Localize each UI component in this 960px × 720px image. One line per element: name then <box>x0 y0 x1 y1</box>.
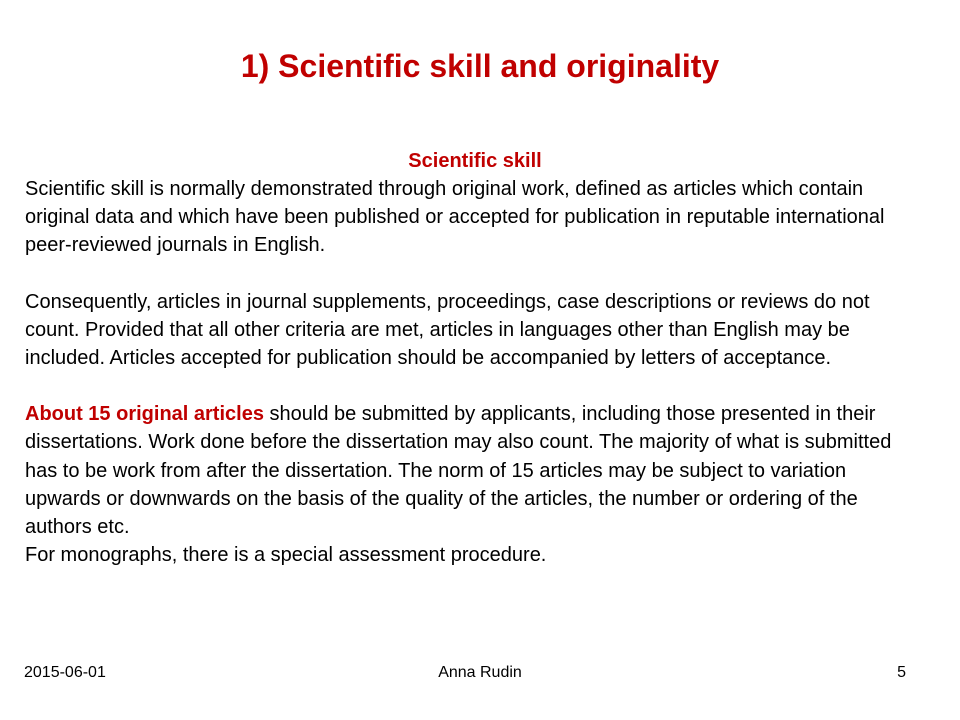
slide-body <box>25 147 925 569</box>
paragraph-monographs: For monographs, there is a special assessment procedure. <box>25 544 547 567</box>
article-count-emphasis: About 15 original articles <box>25 403 264 426</box>
slide-title: 1) Scientific skill and originality <box>240 48 720 84</box>
footer-date: 2015-06-01 <box>24 664 106 681</box>
paragraph-spacer <box>25 372 925 400</box>
paragraph-article-count <box>25 400 925 541</box>
section-subheading: Scientific skill <box>408 150 542 172</box>
paragraph-definition: Scientific skill is normally demonstrated through original work, defined as articles which contain original data and which have been published or accepted for publication in reputable international peer-reviewed journals in English. <box>25 178 885 257</box>
article-count-text: should be submitted by applicants, including those presented in their dissertations. Work done before the dissertation may also count. The majority of what is submitted has to be work from after the dissertation. The norm of 15 articles may be subject to variation upwards or downwards on the basis of the quality of the articles, the number or ordering of the authors etc. <box>25 403 892 539</box>
paragraph-exclusions: Consequently, articles in journal supplements, proceedings, case descriptions or reviews do not count. Provided that all other criteria are met, articles in languages other than English may be included. Articles accepted for publication should be accompanied by letters of acceptance. <box>25 290 870 370</box>
paragraph-spacer <box>25 260 925 288</box>
footer-author: Anna Rudin <box>438 664 522 681</box>
footer-page-number: 5 <box>897 664 906 681</box>
